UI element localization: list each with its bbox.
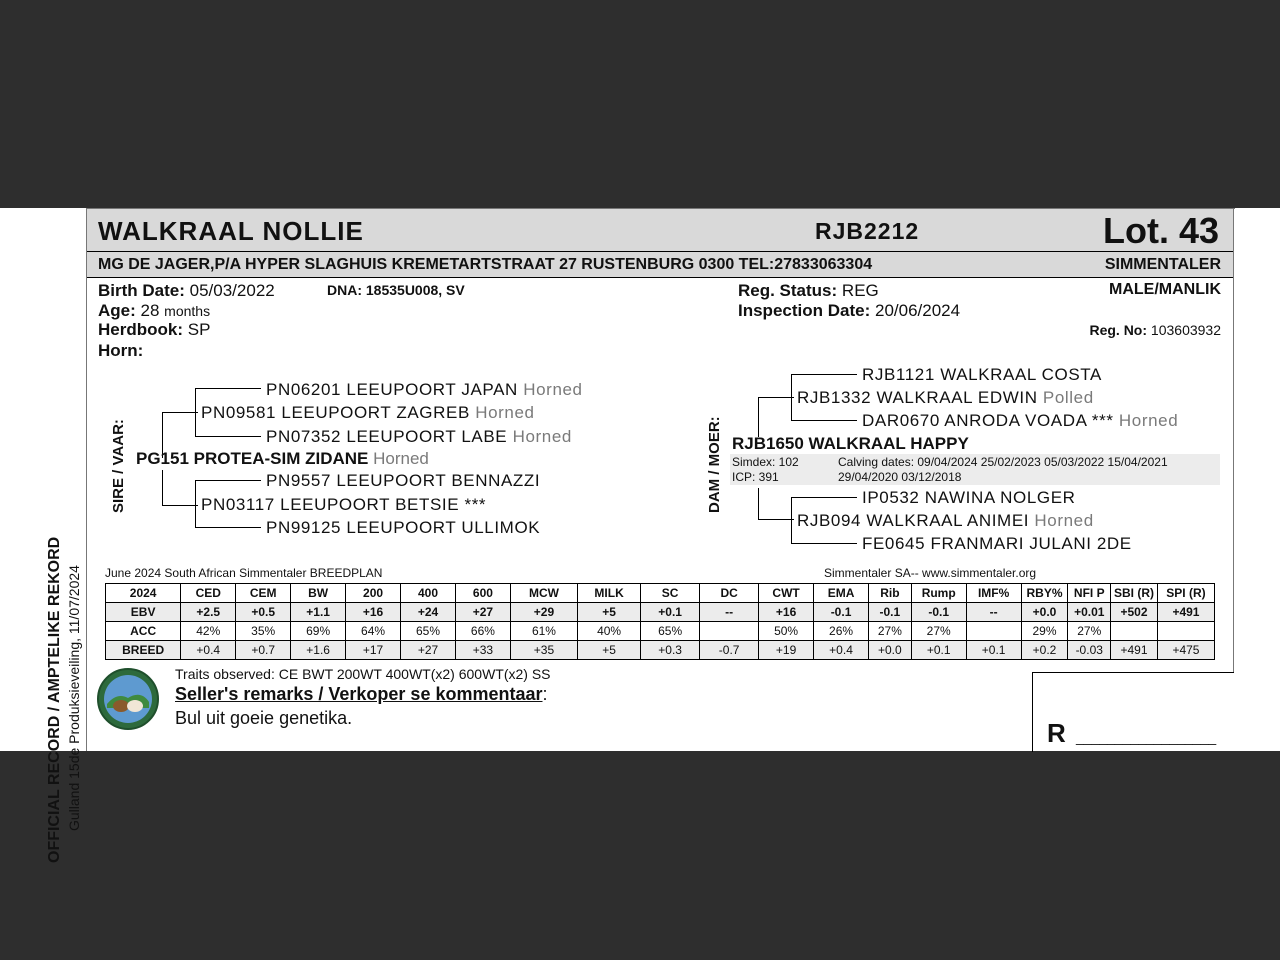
ebv-table [105, 583, 1215, 660]
headers-cell: NFI P [1068, 584, 1111, 603]
headers-cell: 200 [346, 584, 401, 603]
acc-cell [700, 622, 759, 641]
sire-sire-dam: PN07352 LEEUPOORT LABE Horned [266, 427, 572, 446]
dam-dam-dam: FE0645 FRANMARI JULANI 2DE [862, 534, 1132, 553]
sire-dam-dam: PN99125 LEEUPOORT ULLIMOK [266, 518, 541, 537]
traits-observed: Traits observed: CE BWT 200WT 400WT(x2) 600WT(x2) SS [175, 666, 551, 682]
horn-label: Horn: [98, 341, 144, 360]
breedplan-caption: June 2024 South African Simmentaler BREEDPLAN [105, 566, 383, 580]
sire-sire: PN09581 LEEUPOORT ZAGREB Horned [201, 403, 535, 422]
ebv-cell: -0.1 [814, 603, 869, 622]
sire-dam: PN03117 LEEUPOORT BETSIE *** [201, 495, 487, 514]
birth-date: Birth Date: 05/03/2022 [98, 281, 275, 300]
breed-cell: +491 [1111, 641, 1158, 660]
ebv-cell: +0.5 [236, 603, 291, 622]
inspection-date: Inspection Date: 20/06/2024 [738, 301, 961, 320]
breed-cell: +5 [578, 641, 641, 660]
headers-cell: CEM [236, 584, 291, 603]
acc-row [106, 622, 1215, 641]
sex: MALE/MANLIK [1109, 281, 1221, 298]
price-label: R [1047, 718, 1066, 748]
acc-cell [966, 622, 1021, 641]
acc-cell: 35% [236, 622, 291, 641]
acc-cell: 27% [911, 622, 966, 641]
dam-sire-sire: RJB1121 WALKRAAL COSTA [862, 365, 1102, 384]
herdbook: Herdbook: SP [98, 320, 211, 339]
ebv-cell: +0.01 [1068, 603, 1111, 622]
ebv-cell: -- [966, 603, 1021, 622]
acc-cell: 42% [181, 622, 236, 641]
age: Age: 28 months [98, 301, 211, 320]
breed-cell: +0.3 [641, 641, 700, 660]
ebv-cell: +491 [1157, 603, 1214, 622]
breed-avg-row [106, 641, 1215, 660]
breed-cell: +19 [759, 641, 814, 660]
acc-cell: 27% [869, 622, 912, 641]
breed-cell: -0.03 [1068, 641, 1111, 660]
dna-info: DNA: 18535U008, SV [327, 282, 465, 298]
dam-calving-dates: Calving dates: 09/04/2024 25/02/2023 05/03/2022 15/04/2021 [838, 455, 1168, 469]
dam-dam-sire: IP0532 NAWINA NOLGER [862, 488, 1076, 507]
headers-cell: 400 [401, 584, 456, 603]
owner-address: MG DE JAGER,P/A HYPER SLAGHUIS KREMETARTSTRAAT 27 RUSTENBURG 0300 TEL:27833063304 [98, 256, 873, 273]
acc-cell: 64% [346, 622, 401, 641]
reg-status: Reg. Status: REG [738, 281, 879, 300]
headers-cell: Rib [869, 584, 912, 603]
dam-icp: ICP: 391 [732, 470, 779, 484]
breedplan-website: Simmentaler SA-- www.simmentaler.org [824, 566, 1037, 580]
ebv-cell: +2.5 [181, 603, 236, 622]
acc-cell: 69% [291, 622, 346, 641]
acc-cell: 26% [814, 622, 869, 641]
acc-cell: 65% [641, 622, 700, 641]
breed-cell: +17 [346, 641, 401, 660]
price-line[interactable]: __________________ [1076, 729, 1217, 745]
breed-cell: +35 [510, 641, 577, 660]
animal-reg-code: RJB2212 [815, 218, 920, 244]
dam-sire: RJB1332 WALKRAAL EDWIN Polled [797, 388, 1094, 407]
breed-cell: +27 [401, 641, 456, 660]
breed-name: SIMMENTALER [1104, 256, 1221, 273]
animal-name: WALKRAAL NOLLIE [98, 216, 364, 246]
sire-sire-sire: PN06201 LEEUPOORT JAPAN Horned [266, 380, 583, 399]
ebv-cell: +5 [578, 603, 641, 622]
headers-cell: SC [641, 584, 700, 603]
lot-sheet [0, 208, 1280, 863]
breed-cell: +0.1 [911, 641, 966, 660]
side-subtitle: Gulland 15de Produksieveiling, 11/07/2024 [66, 565, 82, 831]
ebv-cell: +502 [1111, 603, 1158, 622]
acc-cell: 65% [401, 622, 456, 641]
ebv-row [106, 603, 1215, 622]
headers-cell: SPI (R) [1157, 584, 1214, 603]
ebv-cell: -- [700, 603, 759, 622]
acc-cell: 40% [578, 622, 641, 641]
headers-cell: DC [700, 584, 759, 603]
side-title: OFFICIAL RECORD / AMPTELIKE REKORD [46, 536, 63, 863]
ebv-cell: +0.1 [641, 603, 700, 622]
headers-cell: 2024 [106, 584, 181, 603]
remarks-text: Bul uit goeie genetika. [175, 708, 353, 728]
breed-cell: +0.0 [869, 641, 912, 660]
breed-cell: +0.2 [1021, 641, 1068, 660]
breed-cell: BREED [106, 641, 181, 660]
headers-cell: CED [181, 584, 236, 603]
dam-dam: RJB094 WALKRAAL ANIMEI Horned [797, 511, 1094, 530]
ebv-cell: +16 [759, 603, 814, 622]
ebv-cell: +27 [455, 603, 510, 622]
acc-cell: 66% [455, 622, 510, 641]
headers-cell: CWT [759, 584, 814, 603]
dam-label: DAM / MOER: [706, 416, 723, 513]
reg-no: Reg. No: 103603932 [1089, 322, 1221, 338]
headers-cell: 600 [455, 584, 510, 603]
ebv-header-row [106, 584, 1215, 603]
lot-number: Lot. 43 [1103, 210, 1220, 251]
dam-simdex: Simdex: 102 [732, 455, 799, 469]
headers-cell: SBI (R) [1111, 584, 1158, 603]
breed-cell: +1.6 [291, 641, 346, 660]
headers-cell: MCW [510, 584, 577, 603]
acc-cell: ACC [106, 622, 181, 641]
ebv-cell: EBV [106, 603, 181, 622]
dam-sire-dam: DAR0670 ANRODA VOADA *** Horned [862, 411, 1179, 430]
acc-cell [1111, 622, 1158, 641]
headers-cell: MILK [578, 584, 641, 603]
remarks-heading: Seller's remarks / Verkoper se kommentaar: [175, 684, 548, 704]
acc-cell: 27% [1068, 622, 1111, 641]
sire-dam-sire: PN9557 LEEUPOORT BENNAZZI [266, 471, 541, 490]
simmentaler-logo [97, 668, 159, 730]
dam-calving-dates-2: 29/04/2020 03/12/2018 [838, 470, 962, 484]
ebv-cell: -0.1 [911, 603, 966, 622]
headers-cell: EMA [814, 584, 869, 603]
ebv-cell: +16 [346, 603, 401, 622]
headers-cell: RBY% [1021, 584, 1068, 603]
acc-cell: 29% [1021, 622, 1068, 641]
breed-cell: +33 [455, 641, 510, 660]
ebv-cell: +0.0 [1021, 603, 1068, 622]
breed-cell: +0.4 [181, 641, 236, 660]
breed-cell: +475 [1157, 641, 1214, 660]
breed-cell: +0.7 [236, 641, 291, 660]
headers-cell: BW [291, 584, 346, 603]
acc-cell: 50% [759, 622, 814, 641]
headers-cell: IMF% [966, 584, 1021, 603]
acc-cell [1157, 622, 1214, 641]
breed-cell: +0.1 [966, 641, 1021, 660]
sire-label: SIRE / VAAR: [110, 419, 127, 513]
ebv-cell: +1.1 [291, 603, 346, 622]
acc-cell: 61% [510, 622, 577, 641]
ebv-cell: -0.1 [869, 603, 912, 622]
headers-cell: Rump [911, 584, 966, 603]
ebv-cell: +29 [510, 603, 577, 622]
breed-cell: -0.7 [700, 641, 759, 660]
dam: RJB1650 WALKRAAL HAPPY [732, 434, 969, 453]
breed-cell: +0.4 [814, 641, 869, 660]
sire: PG151 PROTEA-SIM ZIDANE Horned [136, 449, 429, 468]
ebv-cell: +24 [401, 603, 456, 622]
